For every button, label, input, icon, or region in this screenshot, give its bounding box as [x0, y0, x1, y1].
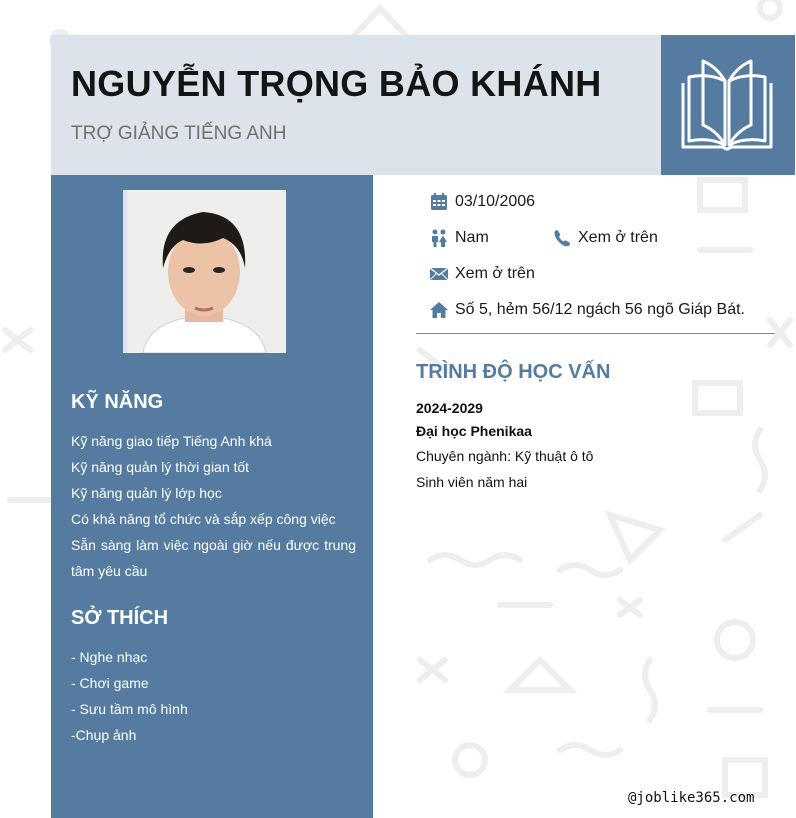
candidate-name: NGUYỄN TRỌNG BẢO KHÁNH: [71, 63, 602, 104]
section-divider: [416, 333, 775, 334]
birthdate: 03/10/2006: [455, 193, 536, 210]
book-icon: [679, 55, 775, 155]
job-title: TRỢ GIẢNG TIẾNG ANH: [71, 123, 287, 144]
email-row: [429, 262, 535, 286]
skills-list: [71, 428, 356, 584]
address: Số 5, hẻm 56/12 ngách 56 ngõ Giáp Bát.: [455, 301, 745, 318]
home-icon: [429, 300, 449, 320]
skill-item: Có khả năng tổ chức và sắp xếp công việc: [71, 511, 336, 527]
education-school: Đại học Phenikaa: [416, 423, 532, 439]
sidebar: [51, 175, 373, 818]
hobby-item: - Chơi game: [71, 675, 149, 691]
gender: Nam: [455, 229, 489, 246]
address-row: [429, 298, 745, 322]
email-icon: [429, 264, 449, 284]
skill-item: Kỹ năng quản lý thời gian tốt: [71, 459, 250, 475]
education-years: 2024-2029: [416, 400, 483, 416]
skills-title: KỸ NĂNG: [71, 391, 164, 413]
header-banner: [51, 35, 661, 175]
education-year-of-study: Sinh viên năm hai: [416, 474, 528, 490]
email: Xem ở trên: [455, 265, 535, 282]
hobby-item: -Chụp ảnh: [71, 727, 137, 743]
watermark: @joblike365.com: [628, 790, 755, 806]
gender-icon: [429, 228, 449, 248]
book-icon-box: [661, 35, 795, 175]
hobby-item: - Nghe nhạc: [71, 649, 148, 665]
hobbies-list: [71, 644, 356, 748]
calendar-icon: [429, 192, 449, 212]
phone: Xem ở trên: [578, 229, 658, 246]
education-major: Chuyên ngành: Kỹ thuật ô tô: [416, 448, 594, 464]
skill-item: Kỹ năng quản lý lớp học: [71, 485, 222, 501]
hobby-item: - Sưu tầm mô hình: [71, 701, 188, 717]
skill-item: Kỹ năng giao tiếp Tiếng Anh khá: [71, 433, 272, 449]
profile-photo: [123, 190, 286, 353]
phone-row: [552, 226, 658, 250]
phone-icon: [552, 228, 572, 248]
hobbies-title: SỞ THÍCH: [71, 607, 169, 629]
birthdate-row: [429, 190, 535, 214]
gender-row: [429, 226, 489, 250]
education-title: TRÌNH ĐỘ HỌC VẤN: [416, 361, 611, 383]
skill-item: Sẵn sàng làm việc ngoài giờ nếu được trung tâm yêu cầu: [71, 537, 356, 579]
